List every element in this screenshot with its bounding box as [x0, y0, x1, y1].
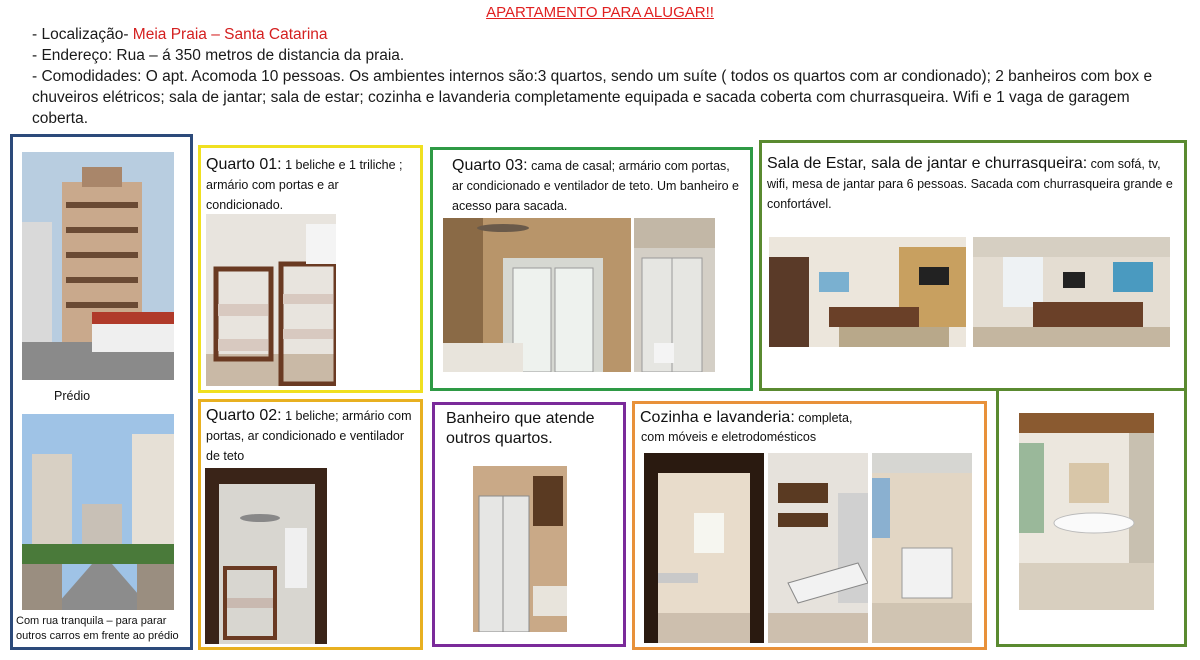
cozinha-caption: [640, 408, 980, 428]
quarto03-desc: cama de casal; armário com portas, ar condicionado e ventilador de teto. Um banheiro e acesso para sacada.: [452, 159, 739, 213]
location-label: - Localização-: [32, 26, 133, 43]
quarto01-caption: [206, 155, 416, 215]
quarto02-caption: [206, 406, 416, 466]
building-caption: Prédio: [54, 389, 91, 403]
banheiro-heading: Banheiro que atende outros quartos.: [446, 410, 595, 447]
quarto03-heading: Quarto 03:: [452, 157, 528, 174]
quarto01-photo: [206, 214, 336, 386]
amenities-line: - Comodidades: O apt. Acomoda 10 pessoas. Os ambientes internos são:3 quartos, sendo um suíte ( todos os quartos com ar condionado); 2 banheiros com box e chuveiros elétricos; sala de jantar; sala de estar; cozinha e lavanderia completamente equipada e sacada coberta com churrasqueira. Wifi e 1 vaga de garagem coberta.: [32, 68, 1153, 127]
quarto03-photo: [443, 218, 631, 372]
cozinha-heading: Cozinha e lavanderia:: [640, 409, 795, 426]
cozinha-desc2: com móveis e eletrodomésticos: [641, 430, 817, 444]
sala-heading: Sala de Estar, sala de jantar e churrasqueira:: [767, 155, 1088, 172]
sala-photo-1: [769, 237, 966, 347]
sala-desc: com sofá, tv, wifi, mesa de jantar para 6 pessoas. Sacada com churrasqueira grande e confortável.: [767, 157, 1173, 211]
street-caption: Com rua tranquila – para parar outros carros em frente ao prédio: [16, 615, 179, 642]
quarto03-caption: [452, 156, 742, 216]
address-line: - Endereço: Rua – á 350 metros de distancia da praia.: [32, 47, 405, 64]
quarto02-desc: 1 beliche; armário com portas, ar condicionado e ventilador de teto: [206, 409, 412, 463]
quarto03-bathroom-photo: [634, 218, 715, 372]
building-photo: [22, 152, 174, 380]
sacada-photo: [1019, 413, 1154, 610]
location-line: [32, 24, 1182, 45]
sala-photo-2: [973, 237, 1170, 347]
banheiro-photo: [473, 466, 567, 632]
cozinha-photo-2: [768, 453, 868, 643]
cozinha-desc: completa,: [794, 411, 853, 425]
quarto02-heading: Quarto 02:: [206, 407, 282, 424]
street-photo: [22, 414, 174, 610]
page-title: APARTAMENTO PARA ALUGAR!!: [486, 4, 714, 21]
lavanderia-photo: [872, 453, 972, 643]
quarto02-photo: [205, 468, 327, 644]
cozinha-photo-1: [644, 453, 764, 643]
intro-text: [32, 24, 1182, 129]
quarto01-desc: 1 beliche e 1 triliche ; armário com portas e ar condicionado.: [206, 158, 403, 212]
quarto01-heading: Quarto 01:: [206, 156, 282, 173]
location-place: Meia Praia – Santa Catarina: [132, 26, 328, 43]
sala-caption: [767, 154, 1177, 214]
